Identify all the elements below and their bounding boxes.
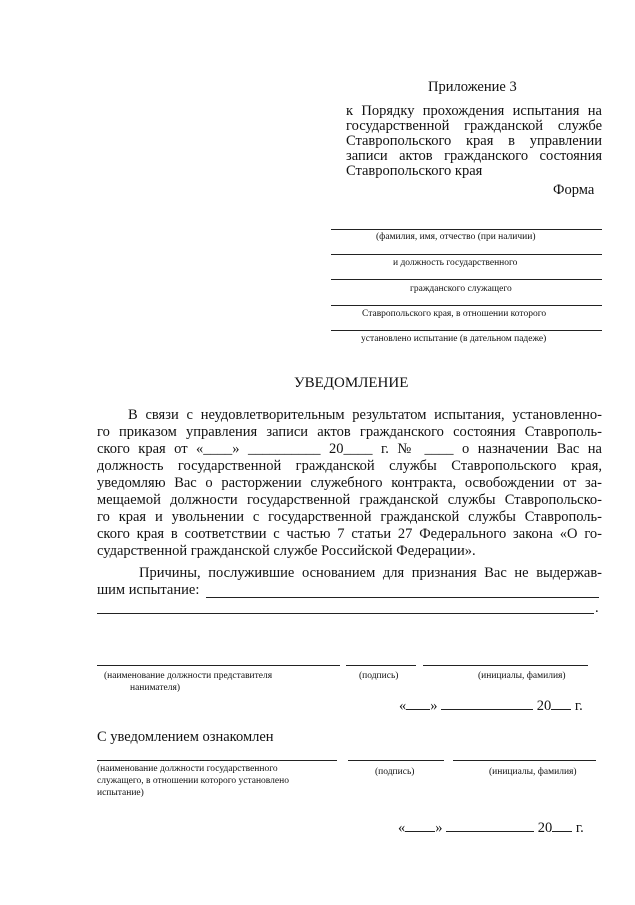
employer-position-line[interactable] [97, 665, 340, 666]
employer-signature-caption: (подпись) [359, 671, 399, 681]
addressee-caption: (фамилия, имя, отчество (при наличии) [376, 232, 536, 242]
date-open-quote: « [398, 820, 406, 836]
employer-signature-line[interactable] [346, 665, 416, 666]
employee-signature-caption: (подпись) [375, 767, 415, 777]
employee-position-caption: испытание) [97, 788, 144, 798]
body-line: сударственной гражданской службе Российской Федерации». [97, 543, 476, 559]
appendix-subtitle-line: Ставропольского края в управлении [346, 133, 602, 149]
date-day-field[interactable] [406, 697, 430, 710]
date-year-field[interactable] [552, 819, 572, 832]
body-line: уведомляю Вас о расторжении служебного контракта, освобождении от за- [97, 475, 602, 491]
date-year-suffix: г. [574, 698, 583, 714]
employee-position-line[interactable] [97, 760, 337, 761]
addressee-caption: установлено испытание (в дательном падеже) [361, 334, 547, 344]
employer-initials-caption: (инициалы, фамилия) [478, 671, 566, 681]
employer-date [399, 697, 583, 714]
addressee-caption: гражданского служащего [410, 284, 512, 294]
addressee-caption: Ставропольского края, в отношении которого [362, 309, 547, 319]
employee-initials-line[interactable] [453, 760, 596, 761]
addressee-line [331, 305, 602, 306]
addressee-caption: и должность государственного [393, 258, 518, 268]
body-line: ского края в соответствии с частью 7 статьи 27 Федерального закона «О го- [97, 526, 602, 542]
acknowledge-title: С уведомлением ознакомлен [97, 729, 274, 745]
body-line: ского края от «____» __________ 20____ г. № ____ о назначении Вас на [97, 441, 602, 457]
body-line: го края и увольнении с государственной гражданской службы Ставрополь- [97, 509, 602, 525]
employee-position-caption: (наименование должности государственного [97, 764, 278, 774]
body-line: го приказом управления записи актов гражданского состояния Ставрополь- [97, 424, 602, 440]
reasons-end: . [595, 600, 599, 616]
date-close-quote: » [430, 698, 438, 714]
addressee-line [331, 279, 602, 280]
employee-signature-line[interactable] [348, 760, 444, 761]
appendix-title: Приложение 3 [428, 79, 517, 95]
employee-position-caption: служащего, в отношении которого установлено [97, 776, 289, 786]
appendix-subtitle-line: государственной гражданской службе [346, 118, 602, 134]
date-year-prefix: 20 [537, 820, 553, 836]
reasons-line: Причины, послужившие основанием для признания Вас не выдержав- [139, 565, 602, 581]
employee-date [398, 819, 584, 836]
form-label: Форма [553, 182, 595, 198]
date-year-suffix: г. [575, 820, 584, 836]
employer-position-caption: (наименование должности представителя [104, 671, 273, 681]
body-line: В связи с неудовлетворительным результатом испытания, установленно- [128, 407, 602, 423]
reasons-label: шим испытание: [97, 582, 200, 598]
date-year-field[interactable] [551, 697, 571, 710]
addressee-line [331, 229, 602, 230]
employer-position-caption: нанимателя) [130, 683, 181, 693]
reasons-fill-line[interactable] [206, 597, 599, 598]
document-title: УВЕДОМЛЕНИЕ [294, 375, 409, 391]
appendix-subtitle-line: Ставропольского края [346, 163, 483, 179]
addressee-line [331, 254, 602, 255]
reasons-fill-line[interactable] [97, 613, 594, 614]
date-year-prefix: 20 [536, 698, 552, 714]
appendix-subtitle-line: к Порядку прохождения испытания на [346, 103, 602, 119]
body-line: мещаемой должности государственной гражданской службы Ставропольско- [97, 492, 602, 508]
employer-initials-line[interactable] [423, 665, 588, 666]
employee-initials-caption: (инициалы, фамилия) [489, 767, 577, 777]
addressee-line [331, 330, 602, 331]
date-month-field[interactable] [446, 819, 534, 832]
date-close-quote: » [435, 820, 443, 836]
body-line: должность государственной гражданской службы Ставропольского края, [97, 458, 602, 474]
date-month-field[interactable] [441, 697, 533, 710]
date-day-field[interactable] [405, 819, 435, 832]
date-open-quote: « [399, 698, 407, 714]
appendix-subtitle-line: записи актов гражданского состояния [346, 148, 602, 164]
